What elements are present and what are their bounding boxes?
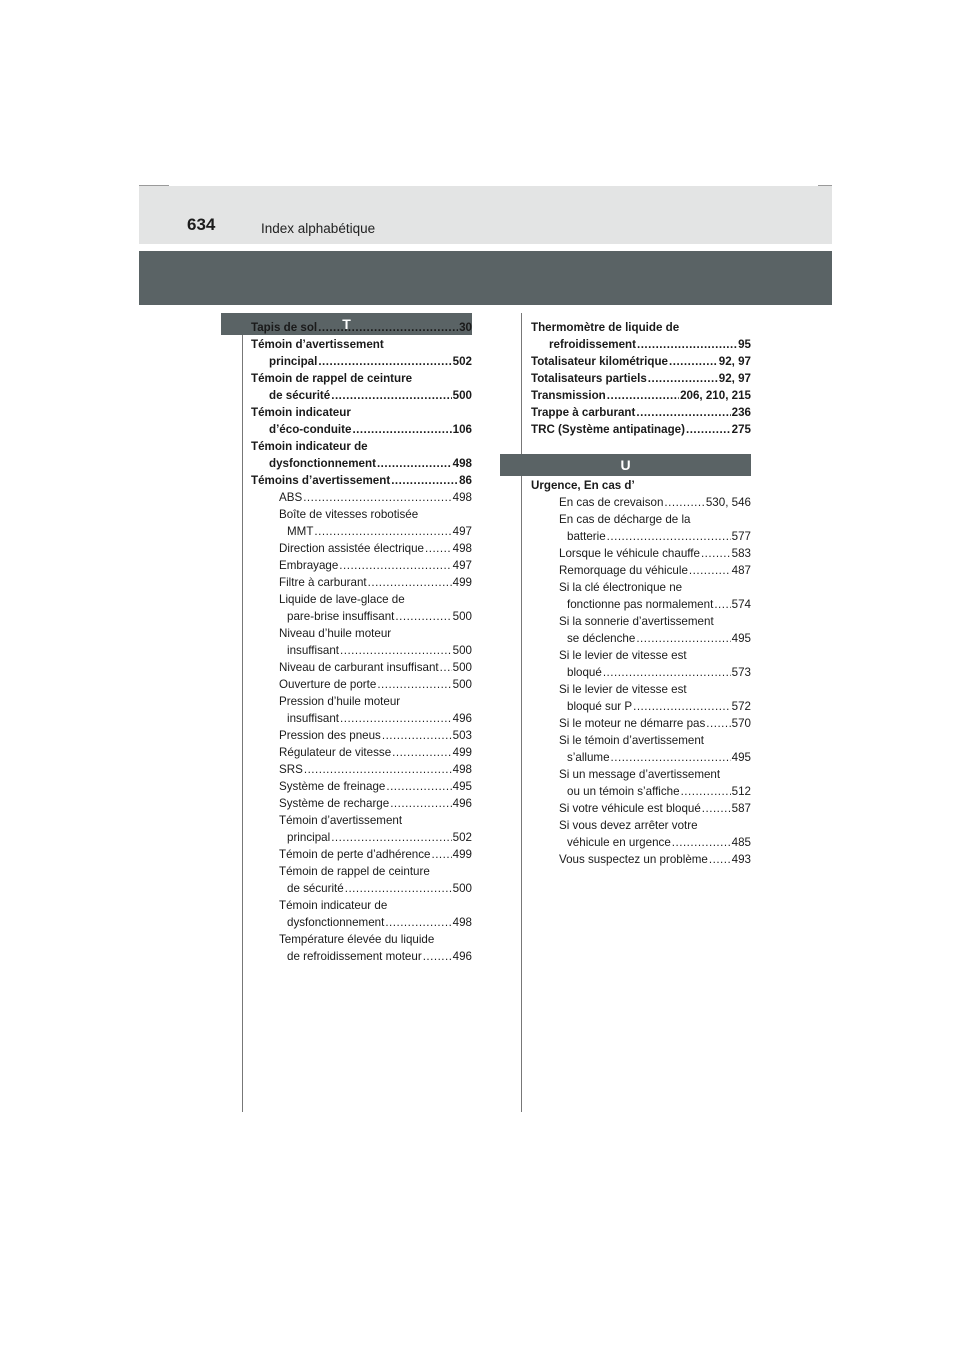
index-entry-label: d’éco-conduite <box>269 423 352 436</box>
dot-leader <box>331 387 451 404</box>
index-entry-label: véhicule en urgence <box>567 836 671 849</box>
dot-leader <box>689 562 731 579</box>
index-entry-heading: Niveau d’huile moteur <box>279 627 392 640</box>
index-entry-page: 502 <box>452 355 472 368</box>
index-entry-heading: Témoin d’avertissement <box>251 338 384 351</box>
header-title: Index alphabétique <box>261 221 376 236</box>
index-entry-label: MMT <box>287 525 314 538</box>
dot-leader <box>686 421 731 438</box>
dot-leader <box>331 829 451 846</box>
index-entry-label: Trappe à carburant <box>531 406 636 419</box>
index-entry-page: 498 <box>452 916 472 929</box>
dot-leader <box>314 523 451 540</box>
index-entry-heading: Si la sonnerie d’avertissement <box>559 615 714 628</box>
index-entry-page: 500 <box>452 882 472 895</box>
index-entry <box>531 698 751 715</box>
dot-leader <box>431 846 451 863</box>
dot-leader <box>318 319 458 336</box>
index-entry-heading: Si vous devez arrêter votre <box>559 819 698 832</box>
index-entry <box>531 528 751 545</box>
index-entry-heading: En cas de décharge de la <box>559 513 691 526</box>
index-entry-page: 487 <box>731 564 751 577</box>
index-entry <box>251 880 472 897</box>
index-entry <box>251 829 472 846</box>
dot-leader <box>633 698 731 715</box>
index-entry-label: Si le moteur ne démarre pas <box>559 717 706 730</box>
index-entry-label: Témoins d’avertissement <box>251 474 391 487</box>
index-entry <box>531 596 751 613</box>
dot-leader <box>340 710 452 727</box>
index-entry-heading: Température élevée du liquide <box>279 933 435 946</box>
page-number: 634 <box>187 215 216 234</box>
dot-leader <box>702 800 731 817</box>
index-entry-page: 498 <box>452 542 472 555</box>
dot-leader <box>352 421 451 438</box>
index-entry <box>531 421 751 438</box>
dot-leader <box>304 761 452 778</box>
index-entry-page: 497 <box>452 559 472 572</box>
index-entry-label: Totalisateur kilométrique <box>531 355 669 368</box>
index-entry <box>251 540 472 557</box>
dot-leader <box>637 336 737 353</box>
index-entry <box>251 353 472 370</box>
dot-leader <box>672 834 731 851</box>
index-entry <box>531 800 751 817</box>
index-entry-label: Remorquage du véhicule <box>559 564 688 577</box>
index-entry-label: Embrayage <box>279 559 339 572</box>
index-entry-heading: Témoin indicateur de <box>279 899 388 912</box>
index-entry-page: 236 <box>731 406 751 419</box>
dot-leader <box>681 783 731 800</box>
index-entry <box>251 523 472 540</box>
dot-leader <box>709 851 731 868</box>
index-entry-heading: Témoin de rappel de ceinture <box>251 372 413 385</box>
index-entry-heading: Si le témoin d’avertissement <box>559 734 704 747</box>
dot-leader <box>425 540 452 557</box>
dot-leader <box>340 642 452 659</box>
dot-leader <box>339 557 451 574</box>
index-entry-page: 498 <box>452 457 472 470</box>
index-entry-heading: Témoin indicateur <box>251 406 351 419</box>
index-entry-label: de refroidissement moteur <box>287 950 422 963</box>
index-entry <box>251 659 472 676</box>
index-entry-label: se déclenche <box>567 632 636 645</box>
index-entry-heading: Si un message d’avertissement <box>559 768 721 781</box>
index-entry-page: 500 <box>452 389 472 402</box>
index-entry-page: 106 <box>452 423 472 436</box>
index-entry-label: fonctionne pas normalement <box>567 598 714 611</box>
index-entry <box>251 574 472 591</box>
index-entry-page: 500 <box>452 610 472 623</box>
index-entry-heading: Témoin d’avertissement <box>279 814 403 827</box>
index-entry-label: Pression des pneus <box>279 729 381 742</box>
index-entry <box>251 727 472 744</box>
index-entry-page: 92, 97 <box>718 355 751 368</box>
index-column-right-t <box>531 319 751 438</box>
dot-leader <box>377 455 452 472</box>
index-entry-page: 485 <box>731 836 751 849</box>
index-entry-label: Direction assistée électrique <box>279 542 424 555</box>
index-entry <box>251 472 472 489</box>
index-entry-label: bloqué sur P <box>567 700 633 713</box>
index-entry-heading: Témoin de rappel de ceinture <box>279 865 430 878</box>
index-entry <box>251 846 472 863</box>
index-entry-label: principal <box>287 831 331 844</box>
index-entry-page: 86 <box>459 474 472 487</box>
index-entry <box>531 851 751 868</box>
index-entry-label: En cas de crevaison <box>559 496 664 509</box>
index-entry-label: batterie <box>567 530 606 543</box>
index-entry <box>531 715 751 732</box>
index-entry-label: Totalisateurs partiels <box>531 372 647 385</box>
index-entry <box>531 404 751 421</box>
index-entry-heading: Si la clé électronique ne <box>559 581 683 594</box>
section-banner <box>139 251 832 305</box>
index-entry-page: 495 <box>731 751 751 764</box>
index-entry-heading: Pression d’huile moteur <box>279 695 401 708</box>
index-entry <box>251 642 472 659</box>
dot-leader <box>664 494 704 511</box>
dot-leader <box>423 948 452 965</box>
index-entry-label: Régulateur de vitesse <box>279 746 392 759</box>
index-entry-page: 499 <box>452 576 472 589</box>
index-entry-page: 496 <box>452 797 472 810</box>
index-entry-label: Témoin de perte d’adhérence <box>279 848 431 861</box>
dot-leader <box>385 914 451 931</box>
index-entry <box>531 664 751 681</box>
index-entry-page: 499 <box>452 746 472 759</box>
index-entry <box>531 353 751 370</box>
index-entry-label: Système de freinage <box>279 780 386 793</box>
index-entry-heading: Urgence, En cas d’ <box>531 479 635 492</box>
index-entry <box>251 421 472 438</box>
index-entry-page: 574 <box>731 598 751 611</box>
section-header-u: U <box>500 454 751 476</box>
dot-leader <box>440 659 452 676</box>
index-entry-heading: Si le levier de vitesse est <box>559 683 687 696</box>
index-entry <box>251 914 472 931</box>
index-column-right-u <box>531 477 751 868</box>
index-entry-page: 570 <box>731 717 751 730</box>
index-entry-heading: Liquide de lave-glace de <box>279 593 405 606</box>
index-entry-page: 499 <box>452 848 472 861</box>
index-entry-page: 512 <box>731 785 751 798</box>
index-column-left <box>251 319 472 965</box>
index-entry <box>251 557 472 574</box>
index-entry-label: ABS <box>279 491 303 504</box>
index-entry-page: 92, 97 <box>718 372 751 385</box>
index-entry-page: 496 <box>452 950 472 963</box>
index-entry-label: refroidissement <box>549 338 636 351</box>
dot-leader <box>390 795 451 812</box>
index-entry-page: 495 <box>452 780 472 793</box>
index-entry-page: 573 <box>731 666 751 679</box>
index-entry <box>531 545 751 562</box>
index-entry-label: Tapis de sol <box>251 321 318 334</box>
index-entry <box>251 761 472 778</box>
index-entry-label: bloqué <box>567 666 602 679</box>
dot-leader <box>714 596 730 613</box>
index-entry-page: 500 <box>452 644 472 657</box>
index-entry-label: insuffisant <box>287 712 339 725</box>
dot-leader <box>669 353 718 370</box>
index-entry <box>531 783 751 800</box>
dot-leader <box>701 545 731 562</box>
index-entry-heading: Boîte de vitesses robotisée <box>279 508 419 521</box>
section-header-t: T <box>221 313 472 335</box>
index-entry-heading: Thermomètre de liquide de <box>531 321 680 334</box>
column-rule-left <box>242 313 243 1112</box>
dot-leader <box>303 489 451 506</box>
index-entry-label: dysfonctionnement <box>269 457 376 470</box>
index-entry-page: 498 <box>452 763 472 776</box>
dot-leader <box>386 778 451 795</box>
index-entry <box>251 710 472 727</box>
index-entry <box>531 370 751 387</box>
index-entry <box>531 749 751 766</box>
index-entry-label: SRS <box>279 763 303 776</box>
dot-leader <box>391 472 458 489</box>
index-entry-page: 498 <box>452 491 472 504</box>
index-entry-label: Si votre véhicule est bloqué <box>559 802 701 815</box>
dot-leader <box>345 880 452 897</box>
index-entry-label: TRC (Système antipatinage) <box>531 423 685 436</box>
index-entry-label: pare-brise insuffisant <box>287 610 395 623</box>
index-entry-page: 30 <box>459 321 472 334</box>
dot-leader <box>382 727 452 744</box>
dot-leader <box>318 353 451 370</box>
index-entry <box>531 834 751 851</box>
dot-leader <box>392 744 452 761</box>
index-entry-label: Système de recharge <box>279 797 390 810</box>
dot-leader <box>706 715 730 732</box>
index-entry-label: s’allume <box>567 751 610 764</box>
header-band <box>139 186 832 244</box>
index-entry-page: 503 <box>452 729 472 742</box>
index-entry <box>251 455 472 472</box>
index-entry <box>531 387 751 404</box>
index-entry-page: 493 <box>731 853 751 866</box>
index-entry-label: Ouverture de porte <box>279 678 377 691</box>
index-entry-heading: Si le levier de vitesse est <box>559 649 687 662</box>
index-entry-page: 206, 210, 215 <box>680 389 751 402</box>
dot-leader <box>395 608 451 625</box>
dot-leader <box>368 574 452 591</box>
index-entry-page: 95 <box>738 338 751 351</box>
index-entry-page: 495 <box>731 632 751 645</box>
index-entry <box>251 778 472 795</box>
dot-leader <box>611 749 731 766</box>
index-entry-page: 577 <box>731 530 751 543</box>
index-entry-label: de sécurité <box>287 882 344 895</box>
index-entry-page: 583 <box>731 547 751 560</box>
dot-leader <box>636 630 730 647</box>
index-entry-page: 587 <box>731 802 751 815</box>
index-entry <box>531 336 751 353</box>
dot-leader <box>607 387 679 404</box>
index-entry <box>251 489 472 506</box>
index-entry-label: de sécurité <box>269 389 331 402</box>
index-entry-page: 500 <box>452 678 472 691</box>
index-entry <box>251 795 472 812</box>
index-entry-heading: Témoin indicateur de <box>251 440 368 453</box>
dot-leader <box>648 370 718 387</box>
index-entry-page: 497 <box>452 525 472 538</box>
index-entry-label: Vous suspectez un problème <box>559 853 708 866</box>
index-entry <box>251 608 472 625</box>
index-entry-label: principal <box>269 355 318 368</box>
index-entry <box>251 319 472 336</box>
dot-leader <box>377 676 451 693</box>
column-rule-right <box>521 313 522 1112</box>
index-entry-page: 572 <box>731 700 751 713</box>
index-entry-page: 530, 546 <box>705 496 751 509</box>
index-entry-label: ou un témoin s’affiche <box>567 785 680 798</box>
index-entry <box>251 948 472 965</box>
index-entry-label: Filtre à carburant <box>279 576 367 589</box>
dot-leader <box>603 664 731 681</box>
index-entry <box>531 562 751 579</box>
index-entry-label: Lorsque le véhicule chauffe <box>559 547 700 560</box>
index-entry-page: 500 <box>452 661 472 674</box>
index-entry <box>251 387 472 404</box>
index-entry-page: 496 <box>452 712 472 725</box>
index-entry-label: Niveau de carburant insuffisant <box>279 661 439 674</box>
dot-leader <box>607 528 731 545</box>
index-entry <box>251 676 472 693</box>
index-entry-page: 275 <box>731 423 751 436</box>
index-entry-label: dysfonctionnement <box>287 916 385 929</box>
index-entry <box>531 630 751 647</box>
index-entry-label: Transmission <box>531 389 606 402</box>
index-entry-page: 502 <box>452 831 472 844</box>
dot-leader <box>636 404 730 421</box>
index-entry <box>531 494 751 511</box>
index-entry-label: insuffisant <box>287 644 339 657</box>
index-entry <box>251 744 472 761</box>
